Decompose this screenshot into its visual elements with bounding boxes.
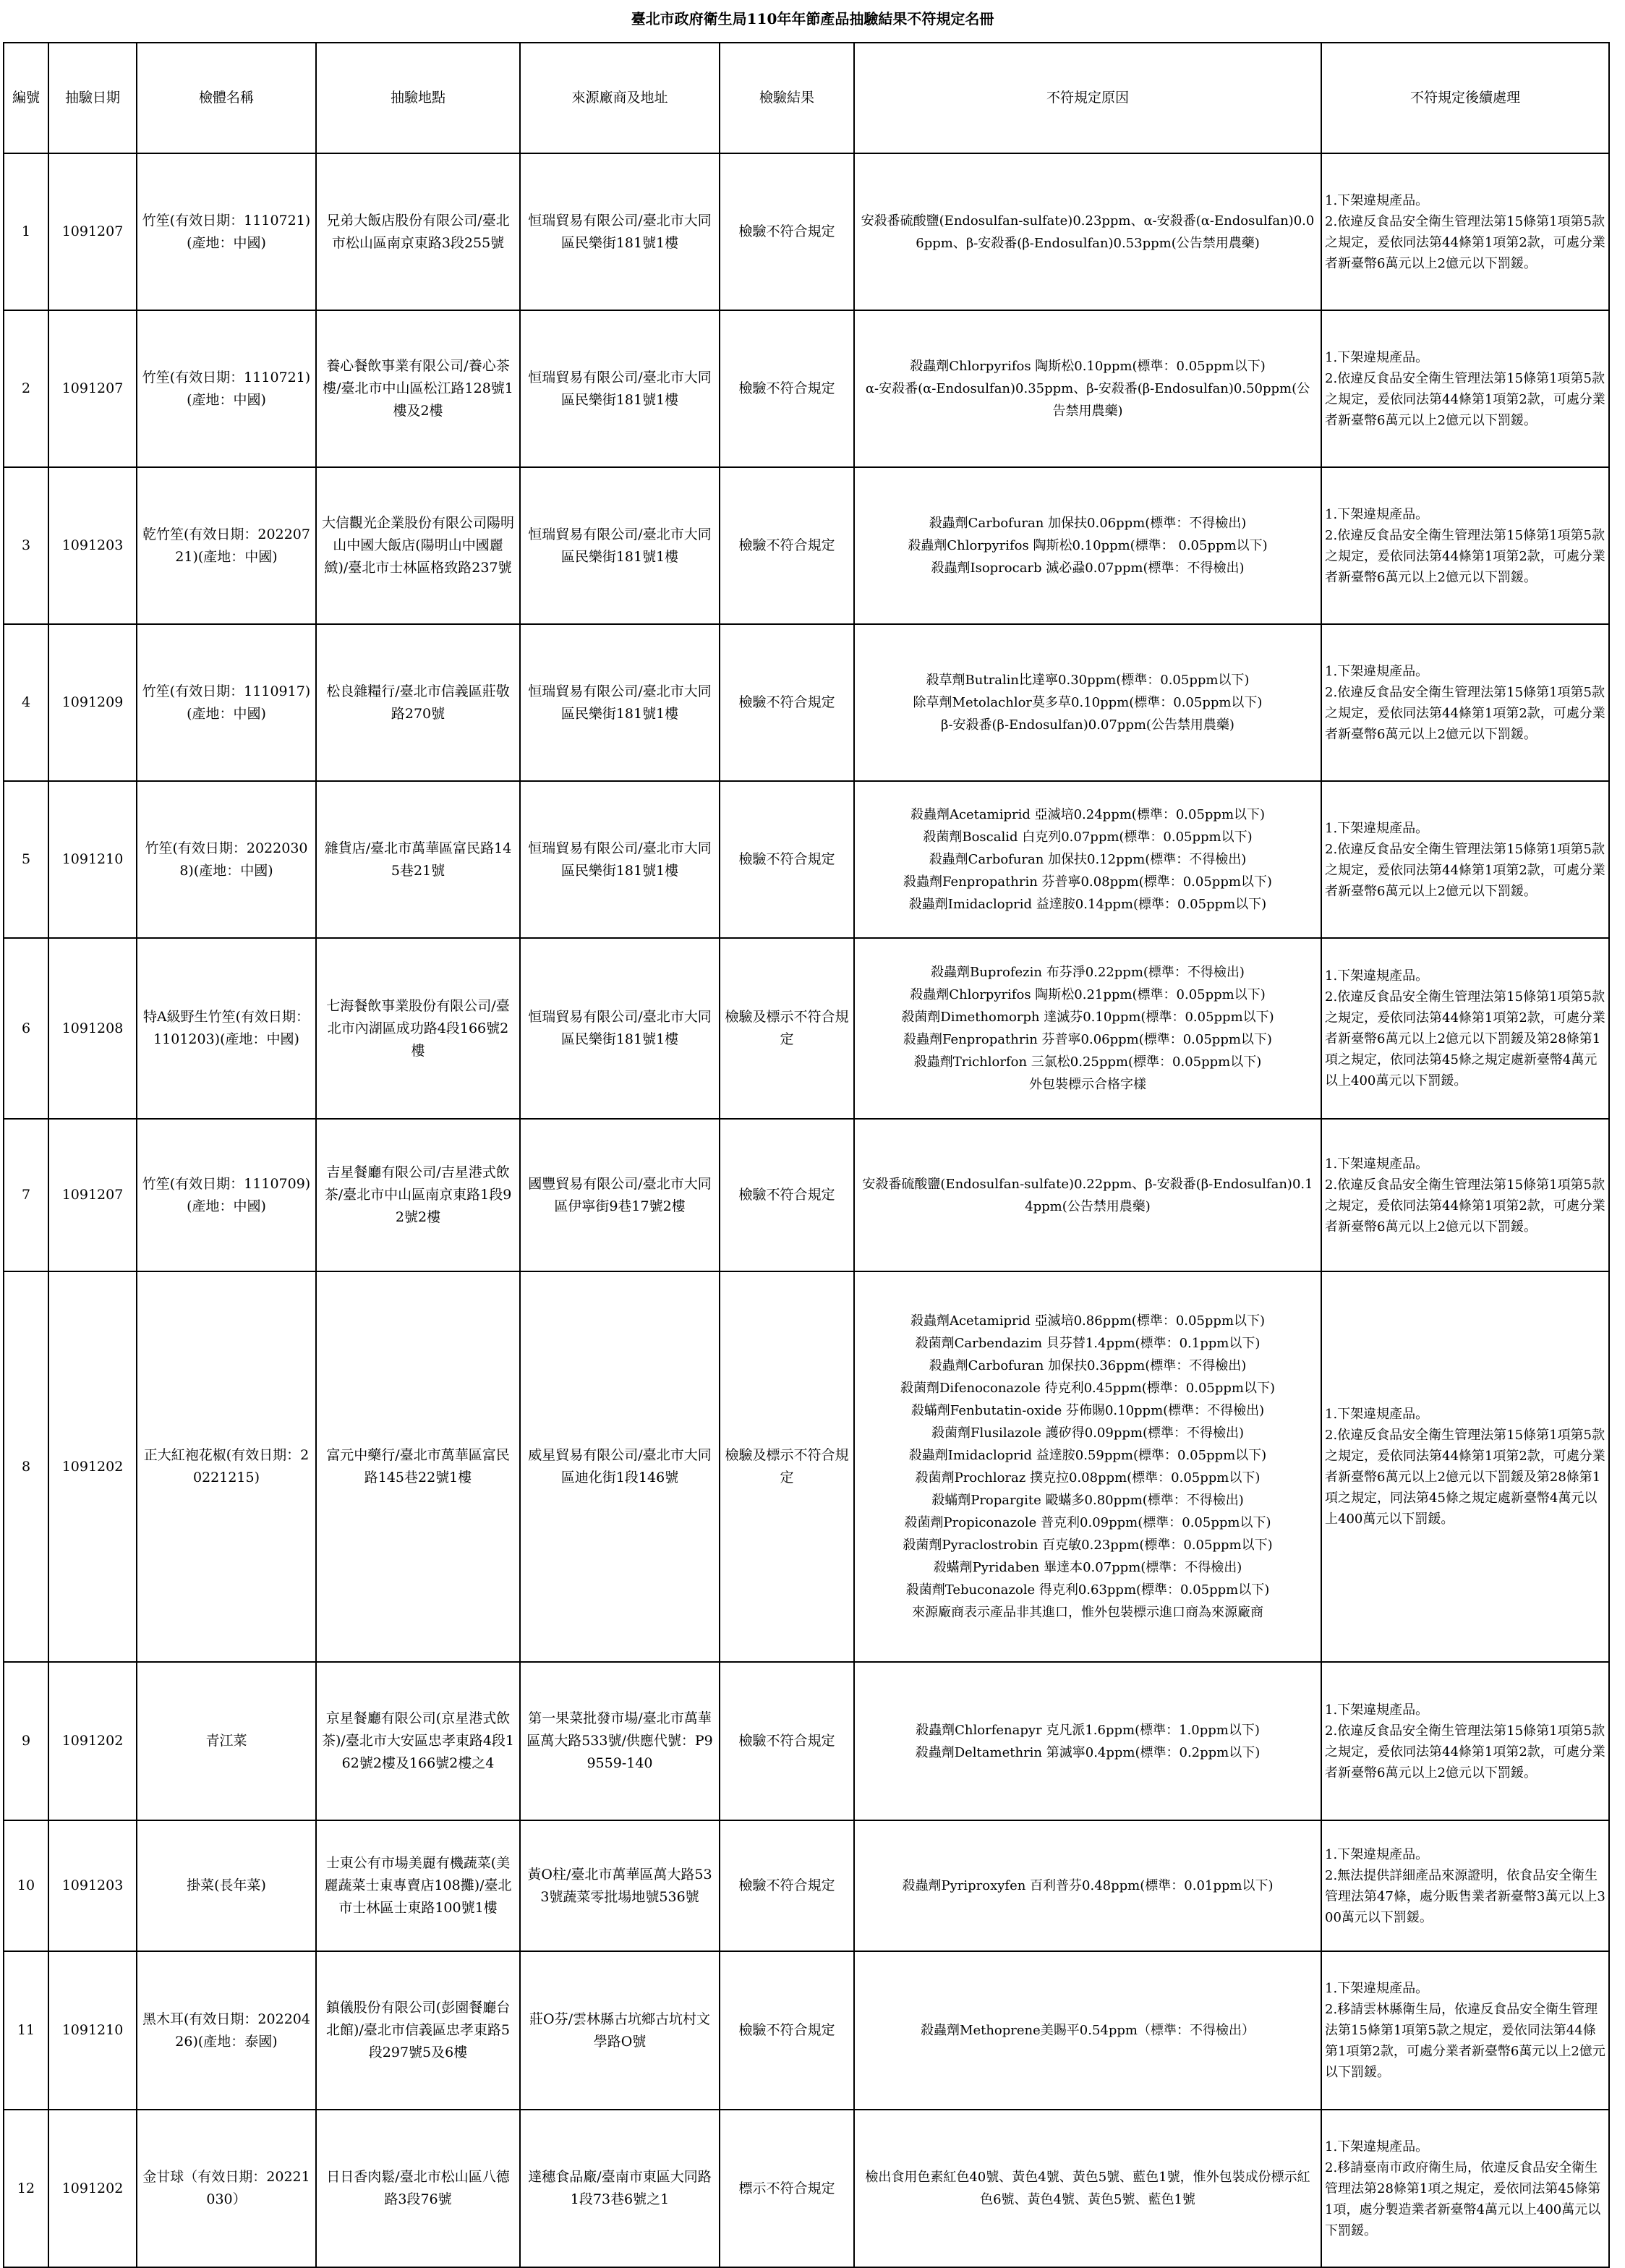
table-row <box>4 1951 1609 2110</box>
row-date: 1091210 <box>48 781 137 938</box>
row-sample-name: 竹笙(有效日期：1110721)(產地：中國) <box>137 310 316 467</box>
row-action: 1.下架違規產品。 2.移請臺南市政府衛生局，依違反食品安全衛生管理法第28條第1項之規定，爰依同法第45條第1項，處分製造業者新臺幣4萬元以上400萬元以下罰鍰。 <box>1321 2110 1609 2267</box>
row-date: 1091207 <box>48 1119 137 1271</box>
row-reason: 殺蟲劑Buprofezin 布芬淨0.22ppm(標準：不得檢出) 殺蟲劑Chlorpyrifos 陶斯松0.21ppm(標準：0.05ppm以下) 殺菌劑Dimethomorph 達滅芬0.10ppm(標準：0.05ppm以下) 殺蟲劑Fenpropathrin 芬普寧0.06ppm(標準：0.05ppm以下) 殺蟲劑Trichlorfon 三氯松0.25ppm(標準：0.05ppm以下) 外包裝標示合格字樣 <box>854 938 1321 1119</box>
row-date: 1091202 <box>48 1662 137 1820</box>
row-reason: 殺蟲劑Acetamiprid 亞滅培0.86ppm(標準：0.05ppm以下) 殺菌劑Carbendazim 貝芬替1.4ppm(標準：0.1ppm以下) 殺蟲劑Carbofuran 加保扶0.36ppm(標準：不得檢出) 殺菌劑Difenoconazole 待克利0.45ppm(標準：0.05ppm以下) 殺蟎劑Fenbutatin-oxide 芬佈賜0.10ppm(標準：不得檢出) 殺菌劑Flusilazole 護矽得0.09ppm(標準：不得檢出) 殺蟲劑Imidacloprid 益達胺0.59ppm(標準：0.05ppm以下) 殺菌劑Prochloraz 撲克拉0.08ppm(標準：0.05ppm以下) 殺蟎劑Propargite 毆蟎多0.80ppm(標準：不得檢出) 殺菌劑Propiconazole 普克利0.09ppm(標準：0.05ppm以下) 殺菌劑Pyraclostrobin 百克敏0.23ppm(標準：0.05ppm以下) 殺蟎劑Pyridaben 畢達本0.07ppm(標準：不得檢出) 殺菌劑Tebuconazole 得克利0.63ppm(標準：0.05ppm以下) 來源廠商表示產品非其進口，惟外包裝標示進口商為來源廠商 <box>854 1271 1321 1662</box>
row-location: 雜貨店/臺北市萬華區富民路145巷21號 <box>316 781 520 938</box>
row-result: 檢驗不符合規定 <box>720 153 854 310</box>
row-number: 7 <box>4 1119 48 1271</box>
row-reason: 殺蟲劑Pyriproxyfen 百利普芬0.48ppm(標準：0.01ppm以下) <box>854 1820 1321 1951</box>
row-date: 1091208 <box>48 938 137 1119</box>
row-result: 檢驗不符合規定 <box>720 624 854 781</box>
row-number: 3 <box>4 467 48 624</box>
row-location: 鎮儀股份有限公司(彭園餐廳台北館)/臺北市信義區忠孝東路5段297號5及6樓 <box>316 1951 520 2110</box>
row-result: 檢驗不符合規定 <box>720 1662 854 1820</box>
row-sample-name: 乾竹笙(有效日期：20220721)(產地：中國) <box>137 467 316 624</box>
row-result: 標示不符合規定 <box>720 2110 854 2267</box>
row-sample-name: 竹笙(有效日期：20220308)(產地：中國) <box>137 781 316 938</box>
header-action: 不符規定後續處理 <box>1321 43 1609 153</box>
row-date: 1091203 <box>48 1820 137 1951</box>
row-action: 1.下架違規產品。 2.依違反食品安全衛生管理法第15條第1項第5款之規定，爰依同法第44條第1項第2款，可處分業者新臺幣6萬元以上2億元以下罰鍰。 <box>1321 1119 1609 1271</box>
header-date: 抽驗日期 <box>48 43 137 153</box>
header-sample-name: 檢體名稱 <box>137 43 316 153</box>
row-number: 5 <box>4 781 48 938</box>
row-location: 京星餐廳有限公司(京星港式飲茶)/臺北市大安區忠孝東路4段162號2樓及166號2樓之4 <box>316 1662 520 1820</box>
row-result: 檢驗及標示不符合規定 <box>720 938 854 1119</box>
row-source: 國豐貿易有限公司/臺北市大同區伊寧街9巷17號2樓 <box>520 1119 720 1271</box>
row-source: 恒瑞貿易有限公司/臺北市大同區民樂街181號1樓 <box>520 467 720 624</box>
row-date: 1091203 <box>48 467 137 624</box>
row-reason: 殺草劑Butralin比達寧0.30ppm(標準：0.05ppm以下) 除草劑Metolachlor莫多草0.10ppm(標準：0.05ppm以下) β-安殺番(β-Endosulfan)0.07ppm(公告禁用農藥) <box>854 624 1321 781</box>
row-action: 1.下架違規產品。 2.依違反食品安全衛生管理法第15條第1項第5款之規定，爰依同法第44條第1項第2款，可處分業者新臺幣6萬元以上2億元以下罰鍰。 <box>1321 781 1609 938</box>
row-reason: 殺蟲劑Chlorfenapyr 克凡派1.6ppm(標準：1.0ppm以下) 殺蟲劑Deltamethrin 第滅寧0.4ppm(標準：0.2ppm以下) <box>854 1662 1321 1820</box>
row-location: 松良雜糧行/臺北市信義區莊敬路270號 <box>316 624 520 781</box>
row-source: 第一果菜批發市場/臺北市萬華區萬大路533號/供應代號：P99559-140 <box>520 1662 720 1820</box>
header-result: 檢驗結果 <box>720 43 854 153</box>
row-number: 6 <box>4 938 48 1119</box>
row-result: 檢驗及標示不符合規定 <box>720 1271 854 1662</box>
row-sample-name: 竹笙(有效日期：1110721)(產地：中國) <box>137 153 316 310</box>
row-number: 9 <box>4 1662 48 1820</box>
row-source: 威星貿易有限公司/臺北市大同區迪化街1段146號 <box>520 1271 720 1662</box>
row-action: 1.下架違規產品。 2.依違反食品安全衛生管理法第15條第1項第5款之規定，爰依同法第44條第1項第2款，可處分業者新臺幣6萬元以上2億元以下罰鍰及第28條第1項之規定，同法第45條之規定處新臺幣4萬元以上400萬元以下罰鍰。 <box>1321 1271 1609 1662</box>
row-action: 1.下架違規產品。 2.依違反食品安全衛生管理法第15條第1項第5款之規定，爰依同法第44條第1項第2款，可處分業者新臺幣6萬元以上2億元以下罰鍰。 <box>1321 624 1609 781</box>
row-action: 1.下架違規產品。 2.依違反食品安全衛生管理法第15條第1項第5款之規定，爰依同法第44條第1項第2款，可處分業者新臺幣6萬元以上2億元以下罰鍰。 <box>1321 467 1609 624</box>
row-result: 檢驗不符合規定 <box>720 781 854 938</box>
table-row <box>4 938 1609 1119</box>
row-action: 1.下架違規產品。 2.依違反食品安全衛生管理法第15條第1項第5款之規定，爰依同法第44條第1項第2款，可處分業者新臺幣6萬元以上2億元以下罰鍰。 <box>1321 310 1609 467</box>
row-reason: 檢出食用色素紅色40號、黃色4號、黃色5號、藍色1號，惟外包裝成份標示紅色6號、黃色4號、黃色5號、藍色1號 <box>854 2110 1321 2267</box>
row-reason: 安殺番硫酸鹽(Endosulfan-sulfate)0.22ppm、β-安殺番(β-Endosulfan)0.14ppm(公告禁用農藥) <box>854 1119 1321 1271</box>
row-action: 1.下架違規產品。 2.依違反食品安全衛生管理法第15條第1項第5款之規定，爰依同法第44條第1項第2款，可處分業者新臺幣6萬元以上2億元以下罰鍰及第28條第1項之規定，依同法第45條之規定處新臺幣4萬元以上400萬元以下罰鍰。 <box>1321 938 1609 1119</box>
table-row <box>4 1119 1609 1271</box>
row-sample-name: 特A級野生竹笙(有效日期：1101203)(產地：中國) <box>137 938 316 1119</box>
row-source: 恒瑞貿易有限公司/臺北市大同區民樂街181號1樓 <box>520 781 720 938</box>
row-source: 恒瑞貿易有限公司/臺北市大同區民樂街181號1樓 <box>520 624 720 781</box>
header-no: 編號 <box>4 43 48 153</box>
row-reason: 殺蟲劑Methoprene美賜平0.54ppm（標準：不得檢出） <box>854 1951 1321 2110</box>
row-result: 檢驗不符合規定 <box>720 1951 854 2110</box>
table-row <box>4 2110 1609 2267</box>
row-location: 日日香肉鬆/臺北市松山區八德路3段76號 <box>316 2110 520 2267</box>
row-date: 1091202 <box>48 2110 137 2267</box>
row-number: 11 <box>4 1951 48 2110</box>
row-location: 七海餐飲事業股份有限公司/臺北市內湖區成功路4段166號2樓 <box>316 938 520 1119</box>
row-action: 1.下架違規產品。 2.移請雲林縣衛生局，依違反食品安全衛生管理法第15條第1項第5款之規定，爰依同法第44條第1項第2款，可處分業者新臺幣6萬元以上2億元以下罰鍰。 <box>1321 1951 1609 2110</box>
row-action: 1.下架違規產品。 2.依違反食品安全衛生管理法第15條第1項第5款之規定，爰依同法第44條第1項第2款，可處分業者新臺幣6萬元以上2億元以下罰鍰。 <box>1321 153 1609 310</box>
row-source: 恒瑞貿易有限公司/臺北市大同區民樂街181號1樓 <box>520 153 720 310</box>
table-row <box>4 1820 1609 1951</box>
row-location: 兄弟大飯店股份有限公司/臺北市松山區南京東路3段255號 <box>316 153 520 310</box>
table-row <box>4 467 1609 624</box>
row-number: 1 <box>4 153 48 310</box>
row-date: 1091207 <box>48 153 137 310</box>
table-row <box>4 310 1609 467</box>
row-number: 12 <box>4 2110 48 2267</box>
row-location: 吉星餐廳有限公司/吉星港式飲茶/臺北市中山區南京東路1段92號2樓 <box>316 1119 520 1271</box>
row-result: 檢驗不符合規定 <box>720 1119 854 1271</box>
row-source: 恒瑞貿易有限公司/臺北市大同區民樂街181號1樓 <box>520 310 720 467</box>
row-sample-name: 青江菜 <box>137 1662 316 1820</box>
row-location: 富元中藥行/臺北市萬華區富民路145巷22號1樓 <box>316 1271 520 1662</box>
document-title: 臺北市政府衛生局110年年節產品抽驗結果不符規定名冊 <box>631 10 994 27</box>
row-result: 檢驗不符合規定 <box>720 310 854 467</box>
table-row <box>4 1662 1609 1820</box>
row-number: 8 <box>4 1271 48 1662</box>
row-date: 1091209 <box>48 624 137 781</box>
header-source: 來源廠商及地址 <box>520 43 720 153</box>
row-sample-name: 黑木耳(有效日期：20220426)(產地：泰國) <box>137 1951 316 2110</box>
header-location: 抽驗地點 <box>316 43 520 153</box>
row-number: 2 <box>4 310 48 467</box>
row-date: 1091210 <box>48 1951 137 2110</box>
table-header-row <box>4 43 1609 153</box>
row-number: 4 <box>4 624 48 781</box>
row-sample-name: 掛菜(長年菜) <box>137 1820 316 1951</box>
violation-table <box>3 42 1610 2268</box>
row-source: 達穗食品廠/臺南市東區大同路1段73巷6號之1 <box>520 2110 720 2267</box>
row-location: 士東公有市場美麗有機蔬菜(美麗蔬菜士東專賣店108攤)/臺北市士林區士東路100號1樓 <box>316 1820 520 1951</box>
header-reason: 不符規定原因 <box>854 43 1321 153</box>
row-reason: 安殺番硫酸鹽(Endosulfan-sulfate)0.23ppm、α-安殺番(α-Endosulfan)0.06ppm、β-安殺番(β-Endosulfan)0.53ppm(公告禁用農藥) <box>854 153 1321 310</box>
row-result: 檢驗不符合規定 <box>720 467 854 624</box>
row-source: 黃O柱/臺北市萬華區萬大路533號蔬菜零批場地號536號 <box>520 1820 720 1951</box>
row-action: 1.下架違規產品。 2.無法提供詳細產品來源證明，依食品安全衛生管理法第47條，處分販售業者新臺幣3萬元以上300萬元以下罰鍰。 <box>1321 1820 1609 1951</box>
row-date: 1091207 <box>48 310 137 467</box>
row-location: 養心餐飲事業有限公司/養心茶樓/臺北市中山區松江路128號1樓及2樓 <box>316 310 520 467</box>
row-reason: 殺蟲劑Acetamiprid 亞滅培0.24ppm(標準：0.05ppm以下) 殺菌劑Boscalid 白克列0.07ppm(標準：0.05ppm以下) 殺蟲劑Carbofuran 加保扶0.12ppm(標準：不得檢出) 殺蟲劑Fenpropathrin 芬普寧0.08ppm(標準：0.05ppm以下) 殺蟲劑Imidacloprid 益達胺0.14ppm(標準：0.05ppm以下) <box>854 781 1321 938</box>
row-sample-name: 竹笙(有效日期：1110917)(產地：中國) <box>137 624 316 781</box>
row-result: 檢驗不符合規定 <box>720 1820 854 1951</box>
row-reason: 殺蟲劑Carbofuran 加保扶0.06ppm(標準：不得檢出) 殺蟲劑Chlorpyrifos 陶斯松0.10ppm(標準： 0.05ppm以下) 殺蟲劑Isoprocarb 滅必蝨0.07ppm(標準：不得檢出) <box>854 467 1321 624</box>
table-row <box>4 624 1609 781</box>
row-sample-name: 正大紅袍花椒(有效日期：20221215) <box>137 1271 316 1662</box>
row-sample-name: 竹笙(有效日期：1110709)(產地：中國) <box>137 1119 316 1271</box>
table-row <box>4 781 1609 938</box>
table-row <box>4 153 1609 310</box>
table-row <box>4 1271 1609 1662</box>
row-source: 恒瑞貿易有限公司/臺北市大同區民樂街181號1樓 <box>520 938 720 1119</box>
row-date: 1091202 <box>48 1271 137 1662</box>
row-source: 莊O芬/雲林縣古坑鄉古坑村文學路O號 <box>520 1951 720 2110</box>
row-action: 1.下架違規產品。 2.依違反食品安全衛生管理法第15條第1項第5款之規定，爰依同法第44條第1項第2款，可處分業者新臺幣6萬元以上2億元以下罰鍰。 <box>1321 1662 1609 1820</box>
row-reason: 殺蟲劑Chlorpyrifos 陶斯松0.10ppm(標準：0.05ppm以下) α-安殺番(α-Endosulfan)0.35ppm、β-安殺番(β-Endosulfan)0.50ppm(公告禁用農藥) <box>854 310 1321 467</box>
row-number: 10 <box>4 1820 48 1951</box>
row-sample-name: 金甘球（有效日期：20221030） <box>137 2110 316 2267</box>
row-location: 大信觀光企業股份有限公司陽明山中國大飯店(陽明山中國麗緻)/臺北市士林區格致路237號 <box>316 467 520 624</box>
